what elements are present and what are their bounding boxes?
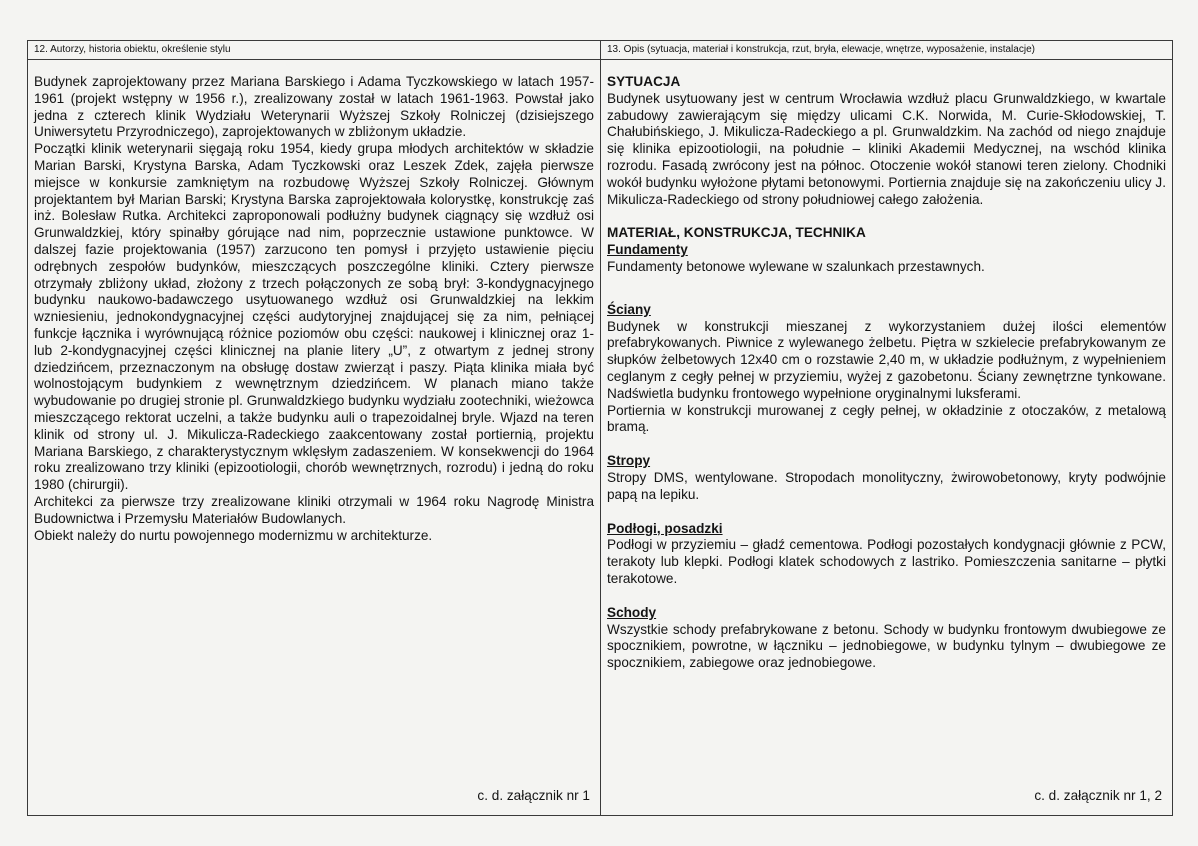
right-column — [601, 41, 1172, 815]
right-column-header: 13. Opis (sytuacja, materiał i konstrukcja, rzut, bryła, elewacje, wnętrze, wyposażenie, instalacje) — [601, 41, 1172, 60]
right-footer-note: c. d. załącznik nr 1, 2 — [1034, 788, 1162, 803]
subsection-title-podlogi: Podłogi, posadzki — [607, 520, 723, 536]
section-title-material: MATERIAŁ, KONSTRUKCJA, TECHNIKA — [607, 225, 866, 241]
stropy-text: Stropy DMS, wentylowane. Stropodach monolityczny, żwirowobetonowy, kryty podwójnie papą na lepiku. — [607, 469, 1166, 502]
history-paragraph-2: Początki klinik weterynarii sięgają roku 1954, kiedy grupa młodych architektów w składzie Marian Barski, Krystyna Barska, Adam Tyczkowski oraz Leszek Zdek, zajęła pierwsze miejsce w konkursie zamkniętym na rozbudowę Wyższej Szkoły Rolniczej. Głównym projektantem był Marian Barski; Krystyna Barska zaprojektowała kolorystkę, konstrukcję zaś inż. Bolesław Rutka. Architekci zaproponowali podłużny budynek ciągnący się wzdłuż osi Grunwaldzkiej, który spinałby górujące nad nim, poprzecznie ustawione punktowce. W dalszej fazie projektowania (1957) zarzucono ten pomysł i przyjęto ustawienie pięciu odrębnych zespołów budynków, mieszczących poszczególne kliniki. Cztery pierwsze otrzymały zbliżony układ, złożony z trzech połączonych ze sobą brył: 3-kondygnacyjnego budynku naukowo-badawczego usytuowanego wzdłuż osi Grunwaldzkiej na lekkim wzniesieniu, jednokondygnacyjnej części audytoryjnej znajdującej się za nim, pełniącej funkcje łącznika i wyrównującą różnice poziomów obu części: naukowej i klinicznej oraz 1- lub 2-kondygnacyjnej części klinicznej na planie litery „U”, z otwartym z jednej strony dziedzińcem, przeznaczonym na obsługę dostaw zwierząt i paszy. Piąta klinika miała być wolnostojącym budynkiem z wewnętrznym dziedzińcem. W planach miano także wybudowanie po drugiej stronie pl. Grunwaldzkiego budynku wydziału zootechniki, wieżowca mieszczącego rektorat uczelni, a także budynku auli o trapezoidalnej bryle. Wjazd na teren klinik od strony ul. J. Mikulicza-Radeckiego zaakcentowany został portiernią, projektu Mariana Barskiego, z charakterystycznym wklęsłym zadaszeniem. W konsekwencji do 1964 roku zrealizowano trzy kliniki (epizootiologii, chorób wewnętrznych, rozrodu) i jedną do roku 1980 (chirurgii). — [34, 141, 594, 493]
subsection-title-schody: Schody — [607, 604, 657, 620]
section-title-sytuacja: SYTUACJA — [607, 74, 681, 89]
podlogi-text: Podłogi w przyziemiu – gładź cementowa. Podłogi pozostałych kondygnacji głównie z PCW, terakoty lub klepki. Podłogi klatek schodowych z lastriko. Pomieszczenia sanitarne – płytki terakotowe. — [607, 537, 1166, 586]
schody-text: Wszystkie schody prefabrykowane z betonu. Schody w budynku frontowym dwubiegowe ze spocznikiem, powrotne, w łączniku – jednobiegowe, w budynku tylnym – dwubiegowe ze spocznikiem, zabiegowe oraz jednobiegowe. — [607, 621, 1166, 671]
left-column-body — [28, 60, 600, 544]
sciany-text: Budynek w konstrukcji mieszanej z wykorzystaniem dużej ilości elementów prefabrykowanych. Piwnice z wylewanego żelbetu. Piętra w szkielecie prefabrykowanym ze słupków żelbetowych 12x40 cm o rozstawie 2,40 m, w układzie podłużnym, z wypełnieniem ceglanym z cegły pełnej w przyziemiu, wyżej z gazobetonu. Ściany zewnętrzne tynkowane. Nadświetla budynku frontowego wypełnione oryginalnymi luksferami. — [607, 318, 1166, 401]
subsection-title-stropy: Stropy — [607, 453, 651, 469]
history-paragraph-1: Budynek zaprojektowany przez Mariana Barskiego i Adama Tyczkowskiego w latach 1957-1961 (projekt wstępny w 1956 r.), zrealizowany został w latach 1961-1963. Powstał jako jedna z czterech klinik Wydziału Weterynarii Wyższej Szkoły Rolniczej (dzisiejszego Uniwersytetu Przyrodniczego), zaprojektowanych w zbliżonym układzie. — [34, 74, 594, 140]
left-column — [28, 41, 601, 815]
subsection-title-sciany: Ściany — [607, 301, 651, 317]
history-paragraph-3: Architekci za pierwsze trzy zrealizowane kliniki otrzymali w 1964 roku Nagrodę Ministra Budownictwa i Przemysłu Materiałów Budowlanych. — [34, 493, 594, 526]
sciany-text-portiernia: Portiernia w konstrukcji murowanej z cegły pełnej, w okładzinie z otoczaków, z metalową bramą. — [607, 402, 1166, 435]
right-column-body — [601, 60, 1172, 672]
document-sheet — [27, 40, 1173, 816]
left-column-header: 12. Autorzy, historia obiektu, określenie stylu — [28, 41, 600, 60]
sytuacja-text: Budynek usytuowany jest w centrum Wrocławia wzdłuż placu Grunwaldzkiego, w kwartale zabudowy zawierającym się między ulicami C.K. Norwida, M. Curie-Skłodowskiej, T. Chałubińskiego, J. Mikulicza-Radeckiego a pl. Grunwaldzkim. Na zachód od niego znajduje się klinika epizootiologii, na południe – kliniki Akademii Medycznej, na wschód klinika rozrodu. Fasadą zwrócony jest na północ. Otoczenie wokół stanowi teren zielony. Chodniki wokół budynku wyłożone płytami betonowymi. Portiernia znajduje się na zakończeniu ulicy J. Mikulicza-Radeckiego od strony południowej całego założenia. — [607, 90, 1166, 207]
subsection-title-fundamenty: Fundamenty — [607, 242, 688, 258]
history-paragraph-4: Obiekt należy do nurtu powojennego modernizmu w architekturze. — [34, 527, 433, 543]
left-footer-note: c. d. załącznik nr 1 — [477, 788, 590, 803]
fundamenty-text: Fundamenty betonowe wylewane w szalunkach przestawnych. — [607, 258, 985, 274]
